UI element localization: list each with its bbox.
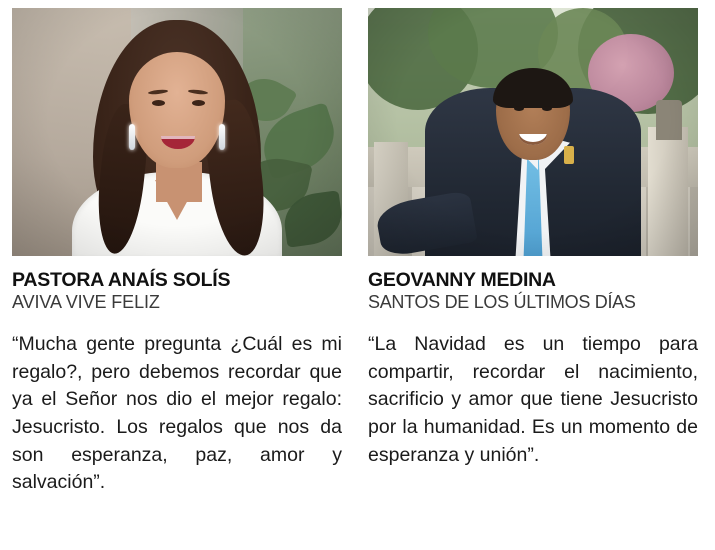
portrait-photo-1 (12, 8, 342, 256)
portrait-photo-2 (368, 8, 698, 256)
photo1-vignette (12, 8, 342, 256)
person-name-2: GEOVANNY MEDINA (368, 269, 556, 291)
person-org-2: SANTOS DE LOS ÚLTIMOS DÍAS (368, 292, 636, 313)
person-org-1: AVIVA VIVE FELIZ (12, 292, 160, 313)
testimonial-column-2 (368, 8, 698, 497)
person-name-1: PASTORA ANAÍS SOLÍS (12, 269, 231, 291)
testimonial-column-1 (12, 8, 342, 497)
person-quote-1: “Mucha gente pregunta ¿Cuál es mi regalo?, pero debemos recordar que ya el Señor nos dio el mejor regalo: Jesucristo. Los regalos que nos da son esperanza, paz, amor y salvación”. (12, 332, 342, 494)
photo2-vignette (368, 8, 698, 256)
person-quote-2: “La Navidad es un tiempo para compartir, recordar el nacimiento, sacrificio y amor que tiene Jesucristo por la humanidad. Es un momento de esperanza y unión”. (368, 332, 698, 466)
